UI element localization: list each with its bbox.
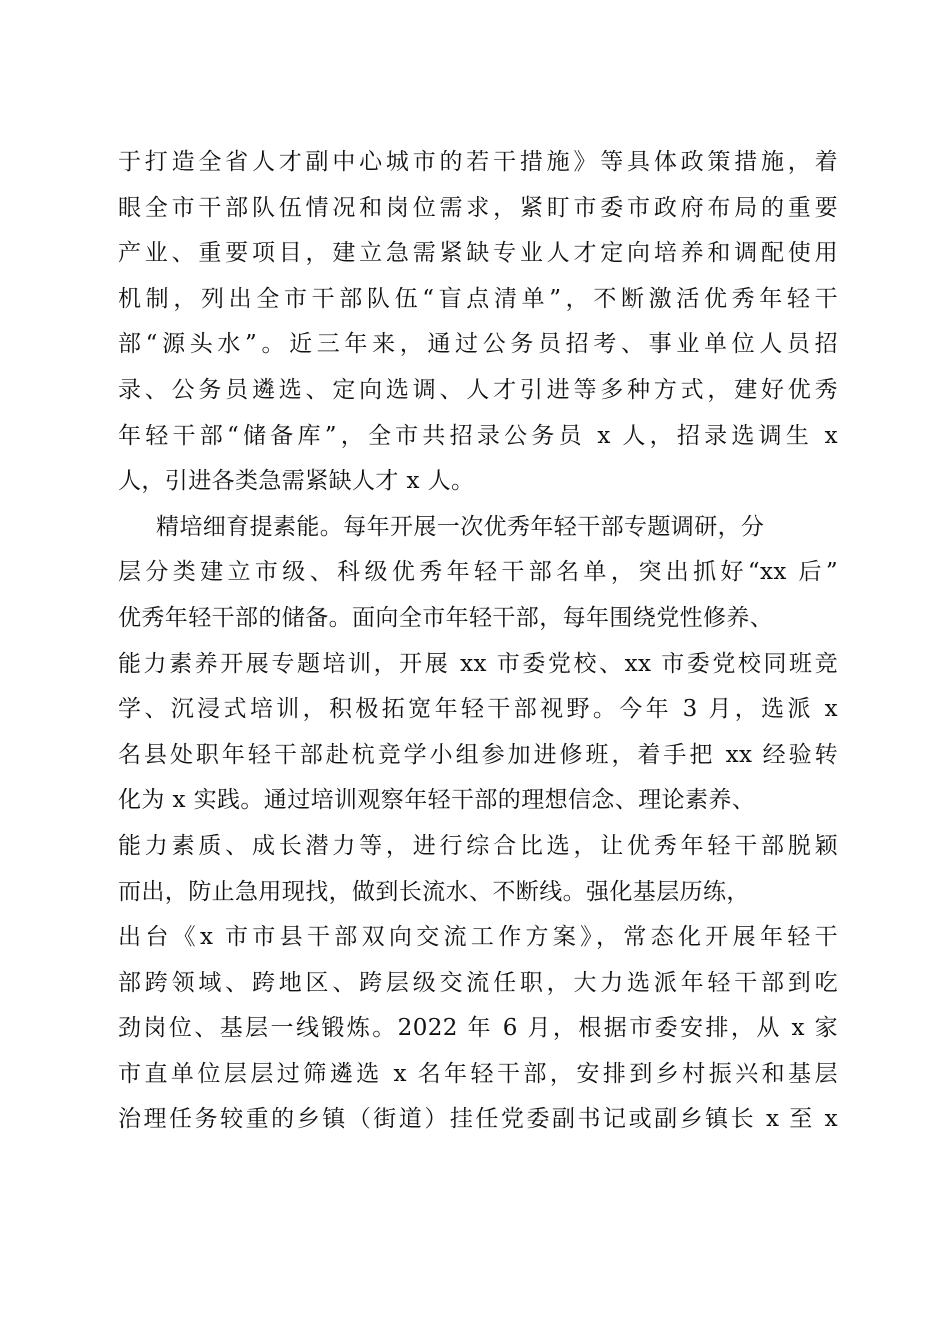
text-line: 名县处职年轻干部赴杭竞学小组参加进修班，着手把 xx 经验转 — [118, 741, 838, 768]
text-line: 精培细育提素能。每年开展一次优秀年轻干部专题调研，分 — [156, 513, 765, 540]
text-line: 市直单位层层过筛遴选 x 名年轻干部，安排到乡村振兴和基层 — [118, 1060, 838, 1087]
text-line: 年轻干部“储备库”，全市共招录公务员 x 人，招录选调生 x — [118, 422, 838, 449]
text-line: 能力素质、成长潜力等，进行综合比选，让优秀年轻干部脱颖 — [118, 832, 838, 859]
text-line: 部“源头水”。近三年来，通过公务员招考、事业单位人员招 — [118, 331, 838, 358]
body-text — [118, 140, 838, 1143]
text-line: 录、公务员遴选、定向选调、人才引进等多种方式，建好优秀 — [118, 376, 838, 403]
text-line: 劲岗位、基层一线锻炼。2022 年 6 月，根据市委安排，从 x 家 — [118, 1015, 838, 1042]
text-line: 能力素养开展专题培训，开展 xx 市委党校、xx 市委党校同班竞 — [118, 650, 838, 677]
text-line: 产业、重要项目，建立急需紧缺专业人才定向培养和调配使用 — [118, 240, 838, 267]
text-line: 层分类建立市级、科级优秀年轻干部名单，突出抓好“xx 后” — [118, 559, 838, 586]
text-line: 机制，列出全市干部队伍“盲点清单”，不断激活优秀年轻干 — [118, 285, 838, 312]
text-line: 而出，防止急用现找，做到长流水、不断线。强化基层历练， — [118, 878, 750, 905]
text-line: 治理任务较重的乡镇（街道）挂任党委副书记或副乡镇长 x 至 x — [118, 1106, 838, 1133]
text-line: 出台《x 市市县干部双向交流工作方案》，常态化开展年轻干 — [118, 924, 838, 951]
text-line: 优秀年轻干部的储备。面向全市年轻干部，每年围绕党性修养、 — [118, 604, 774, 631]
paragraph-2 — [118, 505, 838, 1143]
text-line: 化为 x 实践。通过培训观察年轻干部的理想信念、理论素养、 — [118, 787, 756, 814]
text-line: 部跨领域、跨地区、跨层级交流任职，大力选派年轻干部到吃 — [118, 969, 838, 996]
text-line: 眼全市干部队伍情况和岗位需求，紧盯市委市政府布局的重要 — [118, 194, 838, 221]
text-line: 学、沉浸式培训，积极拓宽年轻干部视野。今年 3 月，选派 x — [118, 696, 838, 723]
text-line: 于打造全省人才副中心城市的若干措施》等具体政策措施，着 — [118, 149, 838, 175]
paragraph-1 — [118, 140, 838, 505]
text-line: 人，引进各类急需紧缺人才 x 人。 — [118, 468, 475, 495]
